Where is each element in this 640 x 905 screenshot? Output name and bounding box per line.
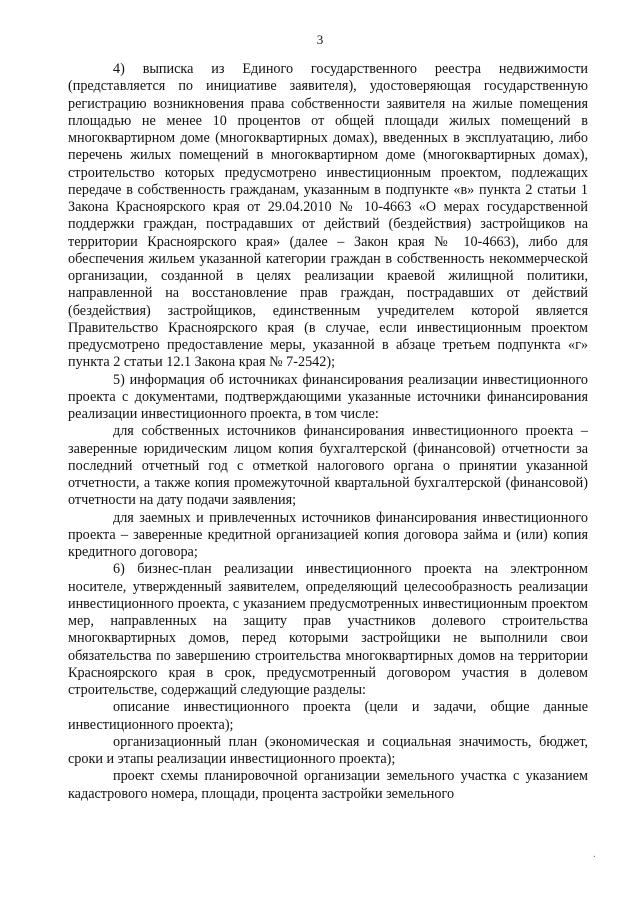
paragraph-land-plot-scheme: проект схемы планировочной организации земельного участка с указанием кадастрового номера, площади, процента застройки земельного bbox=[68, 768, 588, 802]
paragraph-item-4-extract: 4) выписка из Единого государственного реестра недвижимости (представляется по инициативе заявителя), удостоверяющая государственную регистрацию возникновения права собственности заявителя на жилые помещения площадью не менее 10 процентов от общей площади жилых помещений в многоквартирном доме (многоквартирных домах), введенных в эксплуатацию, либо перечень жилых помещений в многоквартирном доме (многоквартирных домах), строительство которых предусмотрено инвестиционным проектом, подлежащих передаче в собственность гражданам, указанным в подпункте «в» пункта 2 статьи 1 Закона Красноярского края от 29.04.2010 № 10-4663 «О мерах государственной поддержки граждан, пострадавших от действий (бездействия) застройщиков на территории Красноярского края» (далее – Закон края № 10-4663), либо для обеспечения жильем указанной категории граждан в собственность некоммерческой организации, созданной в целях реализации краевой жилищной политики, направленной на восстановление прав граждан, пострадавших от действий (бездействия) застройщиков, единственным учредителем которой является Правительство Красноярского края (в случае, если инвестиционным проектом предусмотрено предоставление меры, указанной в абзаце третьем подпункта «г» пункта 2 статьи 12.1 Закона края № 7-2542); bbox=[68, 61, 588, 371]
page-number: 3 bbox=[316, 32, 324, 47]
paragraph-item-6-business-plan: 6) бизнес-план реализации инвестиционного проекта на электронном носителе, утвержденный заявителем, определяющий целесообразность реализации инвестиционного проекта, с указанием предусмотренных инвестиционным проектом мер, направленных на защиту прав участников долевого строительства многоквартирных домов, перед которыми застройщики не выполнили свои обязательства по завершению строительства многоквартирных домов на территории Красноярского края в срок, предусмотренный договором участия в долевом строительстве, содержащий следующие разделы: bbox=[68, 561, 588, 698]
paragraph-borrowed-sources: для заемных и привлеченных источников финансирования инвестиционного проекта – заверенные кредитной организацией копия договора займа и (или) копия кредитного договора; bbox=[68, 509, 588, 560]
paragraph-item-5-financing-info: 5) информация об источниках финансирования реализации инвестиционного проекта с документами, подтверждающими указанные источники финансирования реализации инвестиционного проекта, в том числе: bbox=[68, 371, 588, 422]
paragraph-organizational-plan: организационный план (экономическая и социальная значимость, бюджет, сроки и этапы реализации инвестиционного проекта); bbox=[68, 733, 588, 767]
paragraph-project-description: описание инвестиционного проекта (цели и задачи, общие данные инвестиционного проекта); bbox=[68, 699, 588, 733]
paragraph-own-sources: для собственных источников финансирования инвестиционного проекта – заверенные юридическим лицом копия бухгалтерской (финансовой) отчетности за последний отчетный год с отметкой налогового органа о принятии указанной отчетности, а также копия промежуточной квартальной бухгалтерской (финансовой) отчетности на дату подачи заявления; bbox=[68, 423, 588, 509]
document-body bbox=[68, 61, 588, 803]
scan-mark: · bbox=[592, 852, 596, 863]
